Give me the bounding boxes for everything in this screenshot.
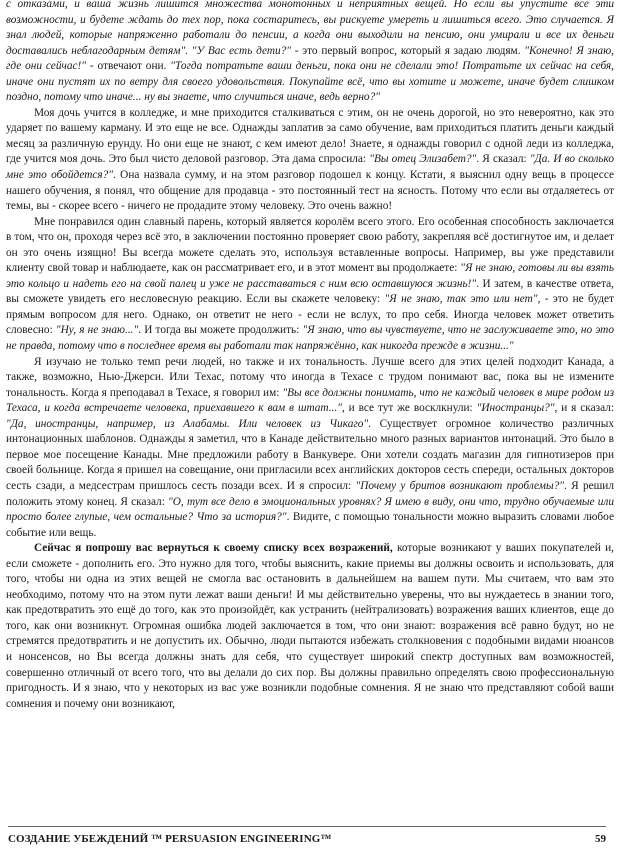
text-run: . Существует огромное количество различных интонационных шаблонов. Однажды я заметил, что в Канаде действительно много разных вариантов интонаций. Это было в первое мое посещение Канады. Мне предложили работу в Ванкувере. Они хотели создать магазин для гипнотизеров при своей больнице. Когда я пришел на совещание, они пригласили всех английских докторов сесть спереди, остальных докторов сесть сзади, а медсестрам пришлось сесть позади всех. И я спросил:	[6, 417, 614, 492]
text-run: Я изучаю не только темп речи людей, но также и их тональность. Лучше всего для этих целей подходит Канада, а также, возможно, Нью-Джерси. Или Техас, потому что иногда в Техасе с трудом понимают вас, пока вы не измените тональность. Когда я преподавал в Техасе, я говорил им:	[6, 355, 614, 399]
footer-title: СОЗДАНИЕ УБЕЖДЕНИЙ ™ PERSUASION ENGINEERING™	[8, 833, 332, 845]
quote: "Я знаю, что вы чувствуете, что не заслуживаете это, но это не правда, потому что в последнее время вы работали так напряжённо, как никогда прежде в жизни..."	[6, 324, 614, 353]
quote: "Да. И во сколько мне это обойдется?"	[6, 153, 615, 182]
text-run: - отвечают они.	[86, 60, 171, 73]
paragraph-4	[6, 355, 614, 542]
document-page	[6, 0, 614, 712]
quote: "О, тут все дело в эмоциональных уровнях? Я имею в виду, они что, трудно обучаемые или просто более глупые, чем остальные? Что за история?"	[6, 495, 614, 524]
quote: "Тогда потратьте ваши деньги, пока они не сделали это! Потратьте их сейчас на себя, иначе они пустят их по ветру для своего удовольствия. Покупайте всё, что вы хотите и можете, иначе будет слишком поздно, потому что иначе... ну вы знаете, что случиться иначе, ведь верно?"	[6, 60, 614, 104]
paragraph-5	[6, 541, 614, 712]
paragraph-3	[6, 215, 614, 355]
text-run: . Я решил положить этому конец. Я сказал:	[6, 479, 614, 508]
text-run: , и все тут же восклкнули:	[341, 402, 477, 415]
text-run: , - это не будет прямым вопросом для него. Однако, он ответит не него - если не вслух, то про себя. Иногда человек может ответить словесно:	[6, 293, 614, 337]
quote: "Вы отец Элизабет?"	[369, 153, 477, 166]
text-run: которые возникают у ваших покупателей и, если сможете - дополнить его. Это нужно для того, чтобы выяснить, какие приемы вы должны освоить и использовать, для того, чтобы ни одна из этих вещей не смогла вас остановить в дальнейшем на вашем пути. Мы считаем, что вам это необходимо, потому что на этом пути лежат ваши деньги! И мы действительно уверены, что вы нуждаетесь в знании того, как предотвратить это ещё до того, как это произойдёт, как устранить (нейтрализовать) возражения ваших клиентов, еще до того, как они возникнут. Огромная ошибка людей заключается в том, что они знают: возражения всё равно будут, но не стремятся предотвратить и не допустить их. Обычно, люди пытаются избежать столкновения с подобными видами нюансов и нонсенсов, но Вы всегда должны знать для себя, что существует широкий спектр доступных вам возможностей, совершенно отличный от всего того, что вы делали до сих пор. Вы должны правильно определять свою профессиональную пригодность. И я знаю, что у некоторых из вас уже возникли подобные сомнения. Я не знаю что представляют собой ваши сомнения и почему они возникают,	[6, 542, 615, 710]
text-run: - это первый вопрос, который я задаю людям.	[291, 44, 525, 57]
quote: с отказами, и ваша жизнь лишится множества монотонных и неприятных вещей. Но если вы упустите все эти возможности, и будете ждать до тех пор, пока состаритесь, вы рискуете умереть и лишиться всего. Это случается. Я знал людей, которые напряженно работали до пенсии, а когда они выходили на пенсию, они умирали и все их деньги доставались неблагодарным детям". "У Вас есть дети?"	[6, 0, 614, 57]
text-run: Мне понравился один славный парень, который является королём всего этого. Его особенная способность заключается в том, что он, проходя через всё это, в заключении постоянно проверяет свою работу, закрепляя всё достигнутое им, и делает он это очень изящно! Вы всегда можете сделать это, используя вставленные вопросы. Например, вы уже представили клиенту свой товар и наблюдаете, как он рассматривает его, и в этот момент вы продолжаете:	[6, 215, 614, 275]
paragraph-1	[6, 0, 614, 106]
page-footer	[8, 826, 606, 847]
text-run: . И тогда вы можете продолжить:	[138, 324, 303, 337]
text-run: . Она назвала сумму, и на этом разговор подошел к концу. Кстати, я выяснил одну вещь в процессе нашего обучения, я понял, что общение для продавца - это постоянный тест на ясность. Потому что если вы отдаляетесь от темы, вы - скорее всего - ничего не продадите этому человеку. Это очень важно!	[6, 169, 614, 213]
quote: "Я не знаю, так это или нет"	[384, 293, 538, 306]
quote: "Конечно! Я знаю, где они сейчас!"	[6, 44, 614, 73]
quote: "Иностранцы?"	[476, 402, 555, 415]
quote: "Вы все должны понимать, что не каждый человек в мире родом из Техаса, и когда встречаете человека, приехавшего к вам в штат..."	[6, 386, 614, 415]
page-number: 59	[595, 833, 606, 845]
text-run: , и я сказал:	[554, 402, 614, 415]
quote: "Я не знаю, готовы ли вы взять это кольцо и надеть его на свой палец и уже не расставаться с ним всю оставшуюся жизнь!"	[6, 262, 614, 290]
quote: "Почему у бритов возникают проблемы?"	[355, 479, 565, 492]
text-run: . И затем, в качестве ответа, вы сможете увидеть его несловесную реакцию. Если вы скажете человеку:	[6, 277, 614, 306]
bold-lead: Сейчас я попрошу вас вернуться к своему списку всех возражений,	[34, 542, 393, 555]
quote: "Ну, я не знаю..."	[55, 324, 139, 337]
text-run: Моя дочь учится в колледже, и мне приходится сталкиваться с этим, он не очень дорогой, но это невероятно, как это ударяет по вашему карману. И это еще не все. Однажды заплатив за само обучение, вам приходиться платить деньги каждый месяц за различную ерунду. Но они еще не знают, с кем имеют дело! Знаете, я однажды говорил с одной леди из колледжа, где учится моя дочь. Это был чисто деловой разговор. Эта дама спросила:	[6, 106, 614, 166]
paragraph-2	[6, 106, 614, 215]
quote: "Да, иностранцы, например, из Алабамы. Или человек из Чикаго"	[6, 417, 369, 430]
text-run: . Я сказал:	[476, 153, 530, 166]
text-run: . Видите, с помощью тональности можно выразить словами любое событие или вещь.	[6, 511, 614, 539]
